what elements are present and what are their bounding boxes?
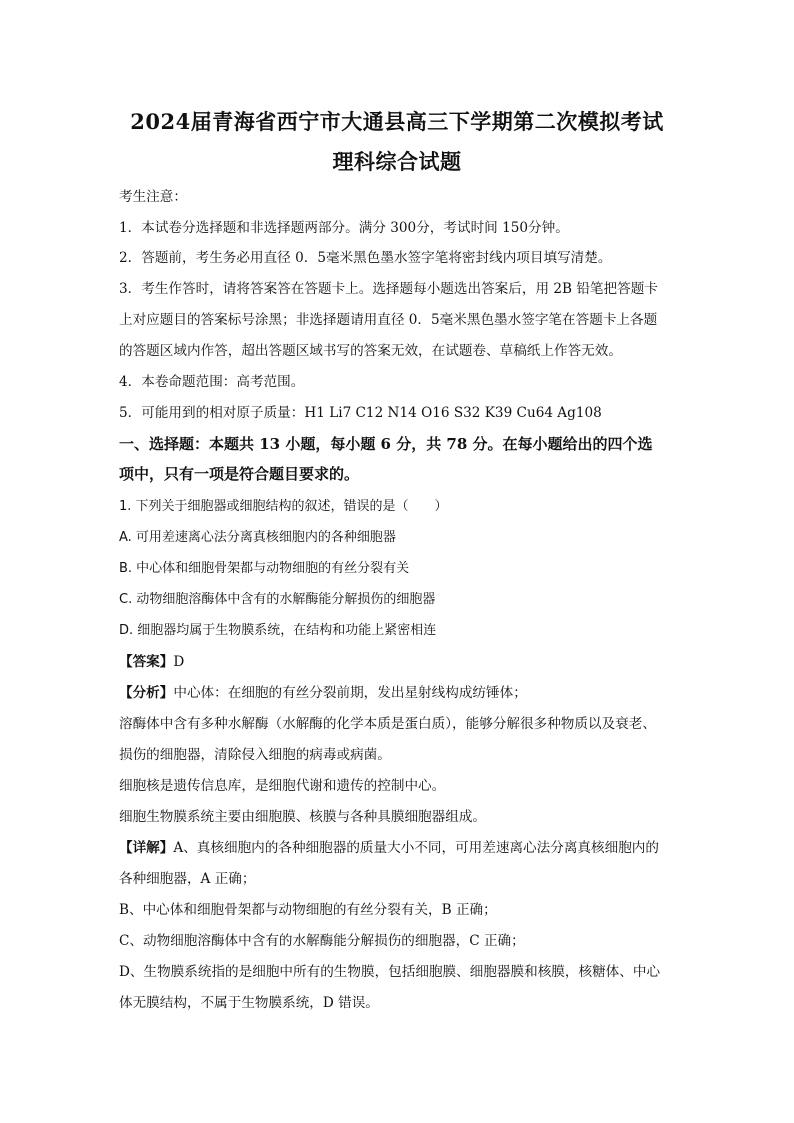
notice-heading: 考生注意：: [119, 189, 187, 205]
notice-item: 3．考生作答时，请将答案答在答题卡上。选择题每小题选出答案后，用 2B 铅笔把答题卡: [119, 281, 658, 297]
notice-item: 2．答题前，考生务必用直径 0．5毫米黑色墨水签字笔将密封线内项目填写清楚。: [119, 250, 612, 266]
notice-item: 4．本卷命题范围：高考范围。: [119, 374, 305, 390]
notice-item: 5．可能用到的相对原子质量：H1 Li7 C12 N14 O16 S32 K39 Cu64 Ag108: [119, 405, 602, 421]
analysis-text: 损伤的细胞器，清除侵入细胞的病毒或病菌。: [119, 747, 391, 763]
question-option: A. 可用差速离心法分离真核细胞内的各种细胞器: [119, 530, 396, 545]
notice-item: 上对应题目的答案标号涂黑；非选择题请用直径 0．5毫米黑色墨水签字笔在答题卡上各题: [119, 312, 658, 328]
detail-line: [119, 838, 699, 858]
section-heading: 项中，只有一项是符合题目要求的。: [119, 465, 360, 483]
detail-text: D、生物膜系统指的是细胞中所有的生物膜，包括细胞膜、细胞器膜和核膜，核糖体、中心: [119, 964, 661, 980]
section-heading: 一、选择题：本题共 13 小题，每小题 6 分，共 78 分。在每小题给出的四个选: [119, 435, 653, 453]
answer-value: D: [173, 654, 185, 670]
analysis-text: 中心体：在细胞的有丝分裂前期，发出星射线构成纺锤体；: [173, 685, 527, 701]
detail-text: A、真核细胞内的各种细胞器的质量大小不同，可用差速离心法分离真核细胞内的: [173, 840, 659, 856]
detail-label: 【详解】: [119, 840, 174, 856]
exam-title: 2024届青海省西宁市大通县高三下学期第二次模拟考试: [130, 109, 664, 134]
analysis-text: 溶酶体中含有多种水解酶（水解酶的化学本质是蛋白质），能够分解很多种物质以及衰老、: [119, 716, 656, 732]
answer-line: [119, 652, 699, 672]
notice-item: 1．本试卷分选择题和非选择题两部分。满分 300分，考试时间 150分钟。: [119, 220, 569, 236]
answer-label: 【答案】: [119, 654, 174, 670]
question-option: B. 中心体和细胞骨架都与动物细胞的有丝分裂有关: [119, 561, 410, 576]
detail-text: C、动物细胞溶酶体中含有的水解酶能分解损伤的细胞器，C 正确；: [119, 933, 525, 949]
question-option: D. 细胞器均属于生物膜系统，在结构和功能上紧密相连: [119, 623, 437, 638]
analysis-text: 细胞核是遗传信息库，是细胞代谢和遗传的控制中心。: [119, 778, 446, 794]
detail-text: 各种细胞器，A 正确；: [119, 871, 256, 887]
detail-text: 体无膜结构，不属于生物膜系统，D 错误。: [119, 995, 379, 1011]
analysis-line: [119, 683, 699, 703]
question-stem: 1. 下列关于细胞器或细胞结构的叙述，错误的是（ ）: [119, 499, 448, 514]
detail-text: B、中心体和细胞骨架都与动物细胞的有丝分裂有关，B 正确；: [119, 902, 497, 918]
analysis-label: 【分析】: [119, 685, 174, 701]
analysis-text: 细胞生物膜系统主要由细胞膜、核膜与各种具膜细胞器组成。: [119, 809, 487, 825]
question-option: C. 动物细胞溶酶体中含有的水解酶能分解损伤的细胞器: [119, 592, 436, 607]
exam-subtitle: 理科综合试题: [332, 149, 462, 174]
notice-item: 的答题区域内作答，超出答题区域书写的答案无效，在试题卷、草稿纸上作答无效。: [119, 343, 622, 359]
